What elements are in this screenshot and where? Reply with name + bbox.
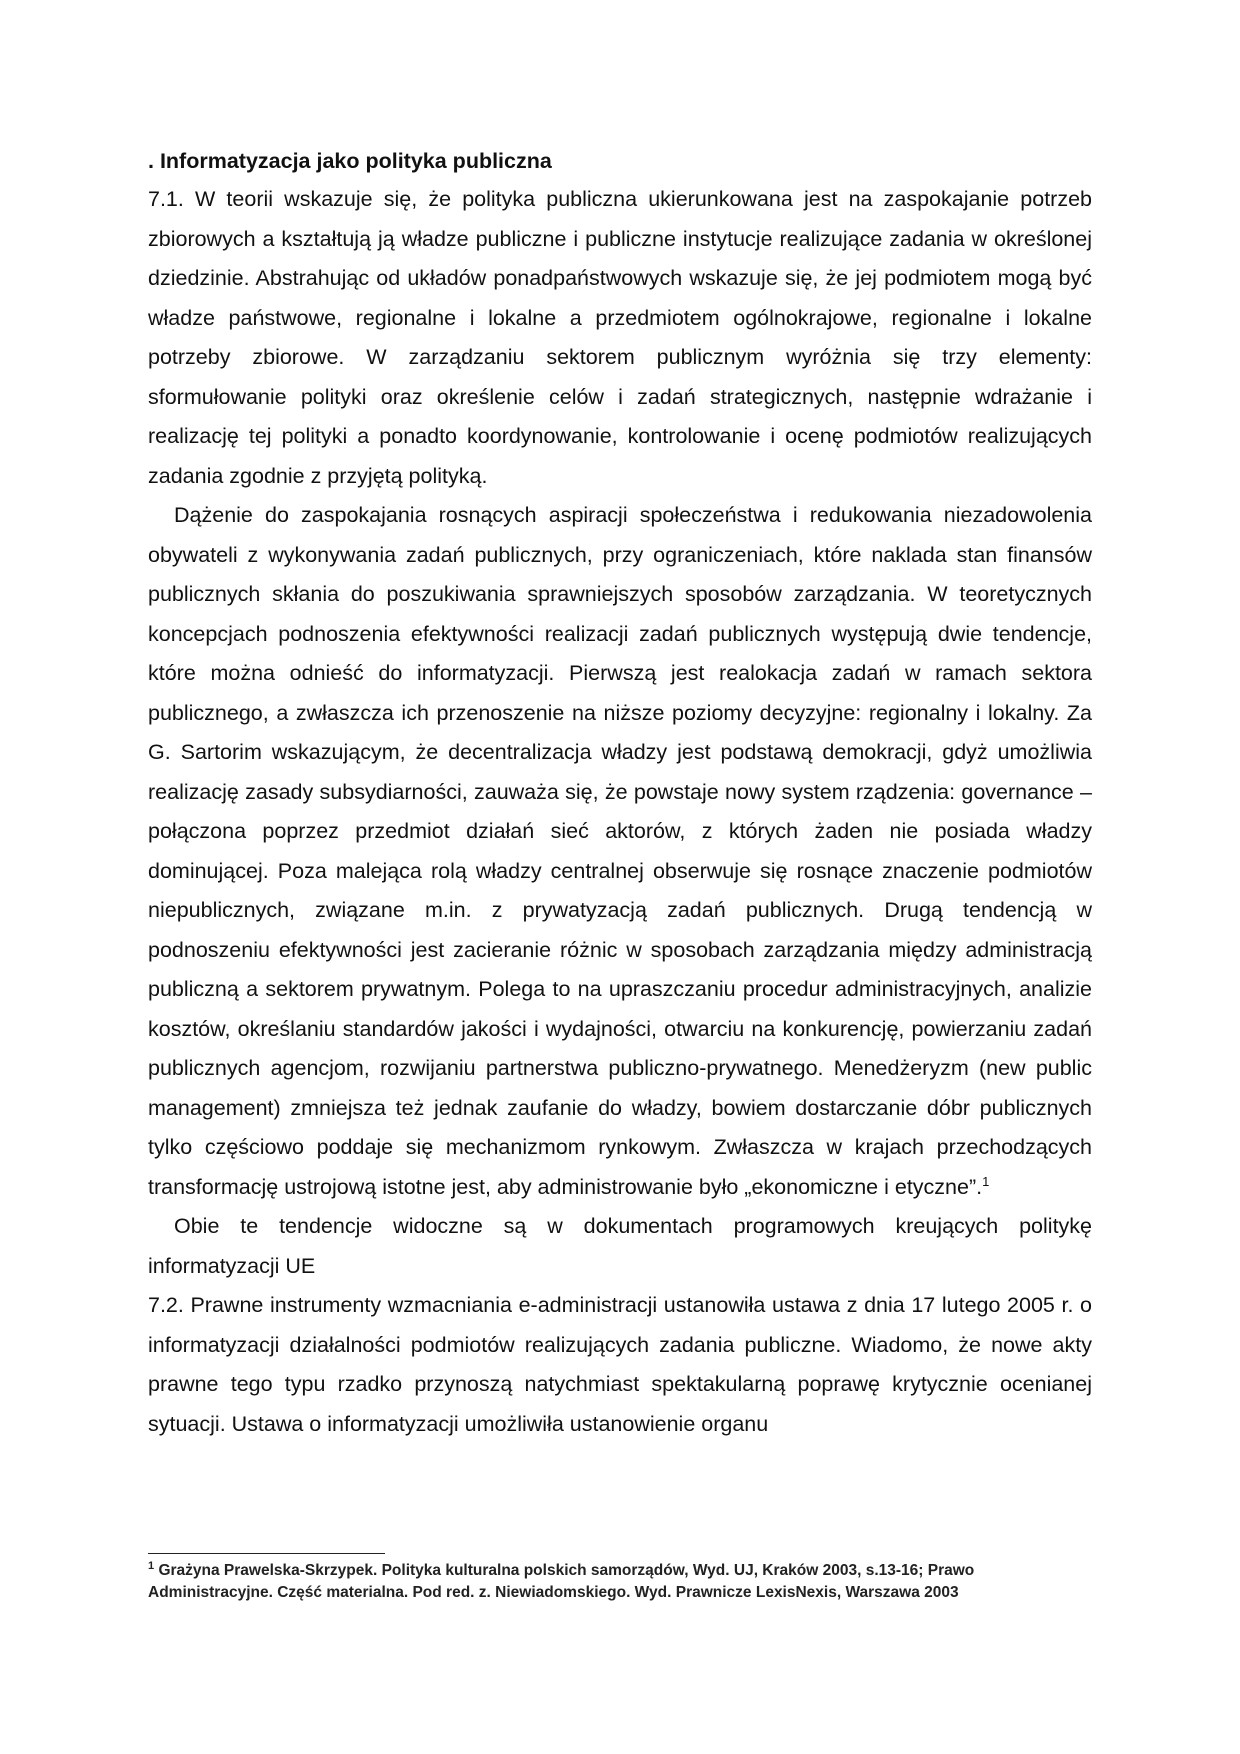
footnote-separator <box>148 1553 385 1554</box>
paragraph-7-2: 7.2. Prawne instrumenty wzmacniania e-administracji ustanowiła ustawa z dnia 17 lutego 2005 r. o informatyzacji działalności podmiotów realizujących zadania publiczne. Wiadomo, że nowe akty prawne tego typu rzadko przynoszą natychmiast spektakularną poprawę krytycznie ocenianej sytuacji. Ustawa o informatyzacji umożliwiła ustanowienie organu <box>148 1293 1092 1436</box>
paragraph-tendencies-text: Dążenie do zaspokajania rosnących aspiracji społeczeństwa i redukowania niezadowolenia obywateli z wykonywania zadań publicznych, przy ograniczeniach, które naklada stan finansów publicznych skłania do poszukiwania sprawniejszych sposobów zarządzania. W teoretycznych koncepcjach podnoszenia efektywności realizacji zadań publicznych występują dwie tendencje, które można odnieść do informatyzacji. Pierwszą jest realokacja zadań w ramach sektora publicznego, a zwłaszcza ich przenoszenie na niższe poziomy decyzyjne: regionalny i lokalny. Za G. Sartorim wskazującym, że decentralizacja władzy jest podstawą demokracji, gdyż umożliwia realizację zasady subsydiarności, zauważa się, że powstaje nowy system rządzenia: governance – połączona poprzez przedmiot działań sieć aktorów, z których żaden nie posiada władzy dominującej. Poza malejąca rolą władzy centralnej obserwuje się rosnące znaczenie podmiotów niepublicznych, związane m.in. z prywatyzacją zadań publicznych. Drugą tendencją w podnoszeniu efektywności jest zacieranie różnic w sposobach zarządzania między administracją publiczną a sektorem prywatnym. Polega to na upraszczaniu procedur administracyjnych, analizie kosztów, określaniu standardów jakości i wydajności, otwarciu na konkurencję, powierzaniu zadań publicznych agencjom, rozwijaniu partnerstwa publiczno-prywatnego. Menedżeryzm (new public management) zmniejsza też jednak zaufanie do władzy, bowiem dostarczanie dóbr publicznych tylko częściowo poddaje się mechanizmom rynkowym. Zwłaszcza w krajach przechodzących transformację ustrojową istotne jest, aby administrowanie było „ekonomiczne i etyczne”. <box>148 503 1092 1199</box>
footnote-reference[interactable]: 1 <box>982 1173 990 1189</box>
footnote <box>148 1560 1008 1604</box>
footnote-number: 1 <box>148 1559 155 1572</box>
paragraph-7-1: 7.1. W teorii wskazuje się, że polityka publiczna ukierunkowana jest na zaspokajanie potrzeb zbiorowych a kształtują ją władze publiczne i publiczne instytucje realizujące zadania w określonej dziedzinie. Abstrahując od układów ponadpaństwowych wskazuje się, że jej podmiotem mogą być władze państwowe, regionalne i lokalne a przedmiotem ogólnokrajowe, regionalne i lokalne potrzeby zbiorowe. W zarządzaniu sektorem publicznym wyróżnia się trzy elementy: sformułowanie polityki oraz określenie celów i zadań strategicznych, następnie wdrażanie i realizację tej polityki a ponadto koordynowanie, kontrolowanie i ocenę podmiotów realizujących zadania zgodnie z przyjętą polityką. <box>148 187 1092 488</box>
paragraph-tendencies <box>148 496 1092 1207</box>
document-page <box>148 146 1092 1444</box>
paragraph-eu-policy: Obie te tendencje widoczne są w dokumentach programowych kreujących politykę informatyzacji UE <box>148 1214 1092 1278</box>
section-heading: . Informatyzacja jako polityka publiczna <box>148 149 552 173</box>
footnote-text: Grażyna Prawelska-Skrzypek. Polityka kulturalna polskich samorządów, Wyd. UJ, Kraków 2003, s.13-16; Prawo Administracyjne. Część materialna. Pod red. z. Niewiadomskiego. Wyd. Prawnicze LexisNexis, Warszawa 2003 <box>148 1562 975 1601</box>
